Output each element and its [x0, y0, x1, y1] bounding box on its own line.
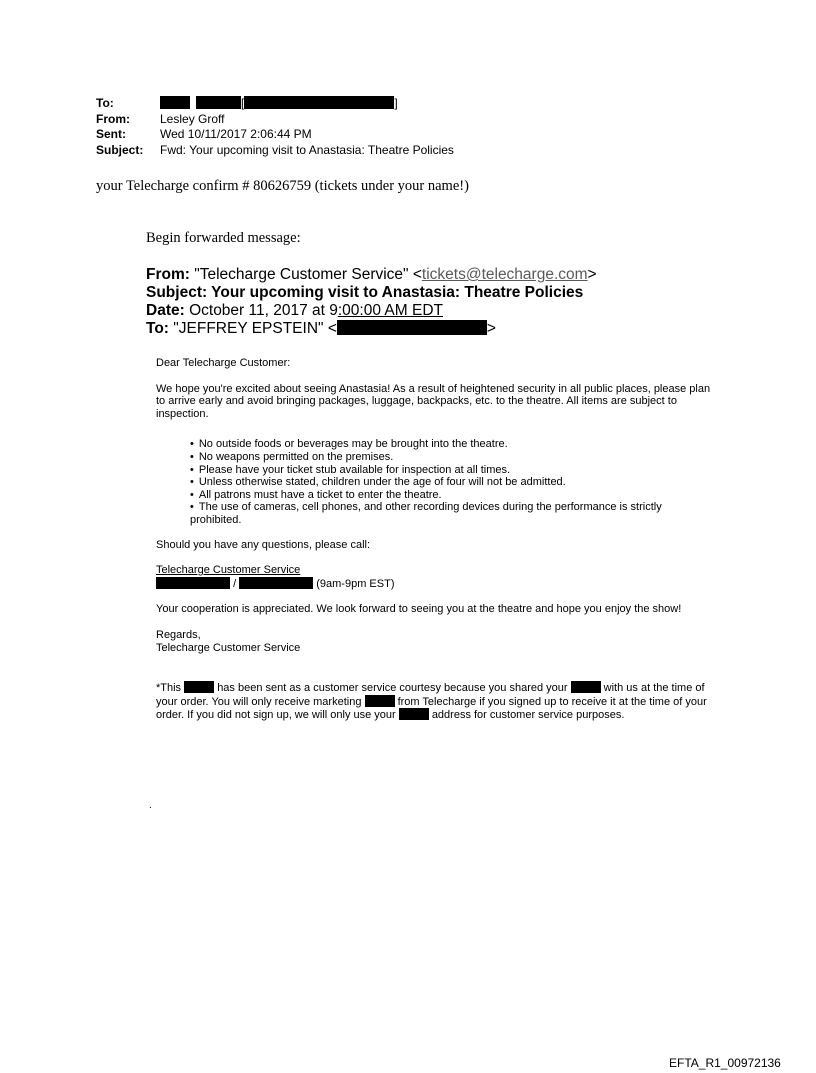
fwd-from-email-link[interactable]: tickets@telecharge.com: [421, 266, 588, 283]
header-from-row: [96, 112, 454, 128]
intro-paragraph: We hope you're excited about seeing Anastasia! As a result of heightened security in all public places, please plan to arrive early and avoid bringing packages, luggage, backpacks, etc. to the theatre. All items are subject to inspection.: [156, 382, 711, 420]
bullet-icon: •: [190, 450, 194, 463]
questions-line: Should you have any questions, please call:: [156, 538, 371, 551]
phone-row: [156, 577, 716, 591]
sign-off: [156, 629, 716, 654]
redacted-block: [244, 96, 394, 109]
fwd-to-row: [146, 320, 597, 338]
redacted-block: [337, 320, 487, 335]
bullet-icon: •: [190, 501, 194, 514]
redacted-block: [196, 96, 241, 109]
list-item-text: All patrons must have a ticket to enter the theatre.: [198, 488, 442, 501]
email-body: [156, 357, 716, 735]
redacted-block: [184, 681, 214, 693]
cooperation-paragraph: Your cooperation is appreciated. We look forward to seeing you at the theatre and hope you enjoy the show!: [156, 603, 682, 616]
bracket-close: ]: [394, 96, 398, 110]
subject-value: Fwd: Your upcoming visit to Anastasia: Theatre Policies: [160, 142, 454, 157]
fwd-from-row: [146, 266, 597, 284]
fwd-date-value: October 11, 2017 at 9: [189, 302, 338, 319]
document-id: EFTA_R1_00972136: [669, 1056, 781, 1070]
bracket-open: [: [241, 96, 245, 110]
redacted-block: [399, 708, 429, 720]
header-to-row: [96, 96, 454, 112]
sent-label: Sent:: [96, 127, 126, 141]
fwd-date-underlined: :00:00 AM EDT: [337, 302, 443, 319]
from-value: Lesley Groff: [160, 111, 225, 126]
phone-hours: (9am-9pm EST): [316, 577, 395, 590]
disclaimer-paragraph: [156, 681, 716, 722]
redacted-block: [571, 681, 601, 693]
list-item: [190, 489, 716, 502]
fwd-date-label: Date:: [146, 302, 185, 319]
email-header: [96, 96, 454, 158]
regards: Regards,: [156, 628, 201, 641]
fwd-subject-row: Subject: Your upcoming visit to Anastasia: Theatre Policies: [146, 284, 584, 301]
list-item-text: Unless otherwise stated, children under the age of four will not be admitted.: [198, 476, 566, 489]
list-item-text: No weapons permitted on the premises.: [198, 450, 394, 463]
list-item-text: No outside foods or beverages may be brought into the theatre.: [198, 438, 508, 451]
list-item: [190, 438, 716, 451]
bullet-icon: •: [190, 488, 194, 501]
phone-separator: /: [233, 577, 237, 590]
redacted-block: [239, 577, 313, 589]
fwd-from-name: "Telecharge Customer Service" <: [194, 266, 422, 283]
list-item-text: The use of cameras, cell phones, and other recording devices during the performance is strictly prohibited.: [190, 501, 662, 526]
begin-forwarded-label: Begin forwarded message:: [146, 230, 301, 246]
redacted-block: [365, 695, 395, 707]
disclaimer-text: address for customer service purposes.: [431, 709, 625, 722]
fwd-from-label: From:: [146, 266, 190, 283]
disclaimer-text: *This: [156, 682, 182, 695]
fwd-from-close: >: [587, 266, 597, 283]
policy-list: [190, 438, 716, 526]
bullet-icon: •: [190, 476, 194, 489]
to-label: To:: [96, 96, 114, 110]
signature: Telecharge Customer Service: [156, 641, 301, 654]
bullet-icon: •: [190, 438, 194, 451]
list-item: [190, 464, 716, 477]
stray-mark: .: [149, 800, 152, 811]
service-contact: [156, 564, 716, 590]
list-item: [190, 501, 716, 526]
disclaimer-text: has been sent as a customer service courtesy because you shared your: [217, 682, 568, 695]
sent-value: Wed 10/11/2017 2:06:44 PM: [160, 127, 312, 141]
bullet-icon: •: [190, 463, 194, 476]
list-item: [190, 451, 716, 464]
fwd-to-close: >: [486, 320, 496, 337]
list-item-text: Please have your ticket stub available for inspection at all times.: [198, 463, 511, 476]
confirm-line: your Telecharge confirm # 80626759 (tickets under your name!): [96, 178, 469, 194]
forwarded-header: [146, 266, 597, 338]
greeting: Dear Telecharge Customer:: [156, 357, 291, 369]
fwd-to-name: "JEFFREY EPSTEIN" <: [173, 320, 337, 337]
fwd-to-label: To:: [146, 320, 169, 337]
header-sent-row: [96, 127, 454, 143]
disclaimer-text: with us at the time of your order. You will only receive marketing: [156, 682, 705, 708]
header-subject-row: [96, 143, 454, 159]
redacted-block: [156, 577, 230, 589]
service-name-link[interactable]: Telecharge Customer Service: [156, 564, 301, 577]
list-item: [190, 476, 716, 489]
disclaimer-text: from Telecharge if you signed up to receive it at the time of your order. If you did not sign up, we will only use your: [156, 695, 707, 722]
from-label: From:: [96, 111, 130, 126]
redacted-block: [160, 96, 190, 109]
subject-label: Subject:: [96, 142, 144, 157]
fwd-date-row: [146, 302, 597, 320]
